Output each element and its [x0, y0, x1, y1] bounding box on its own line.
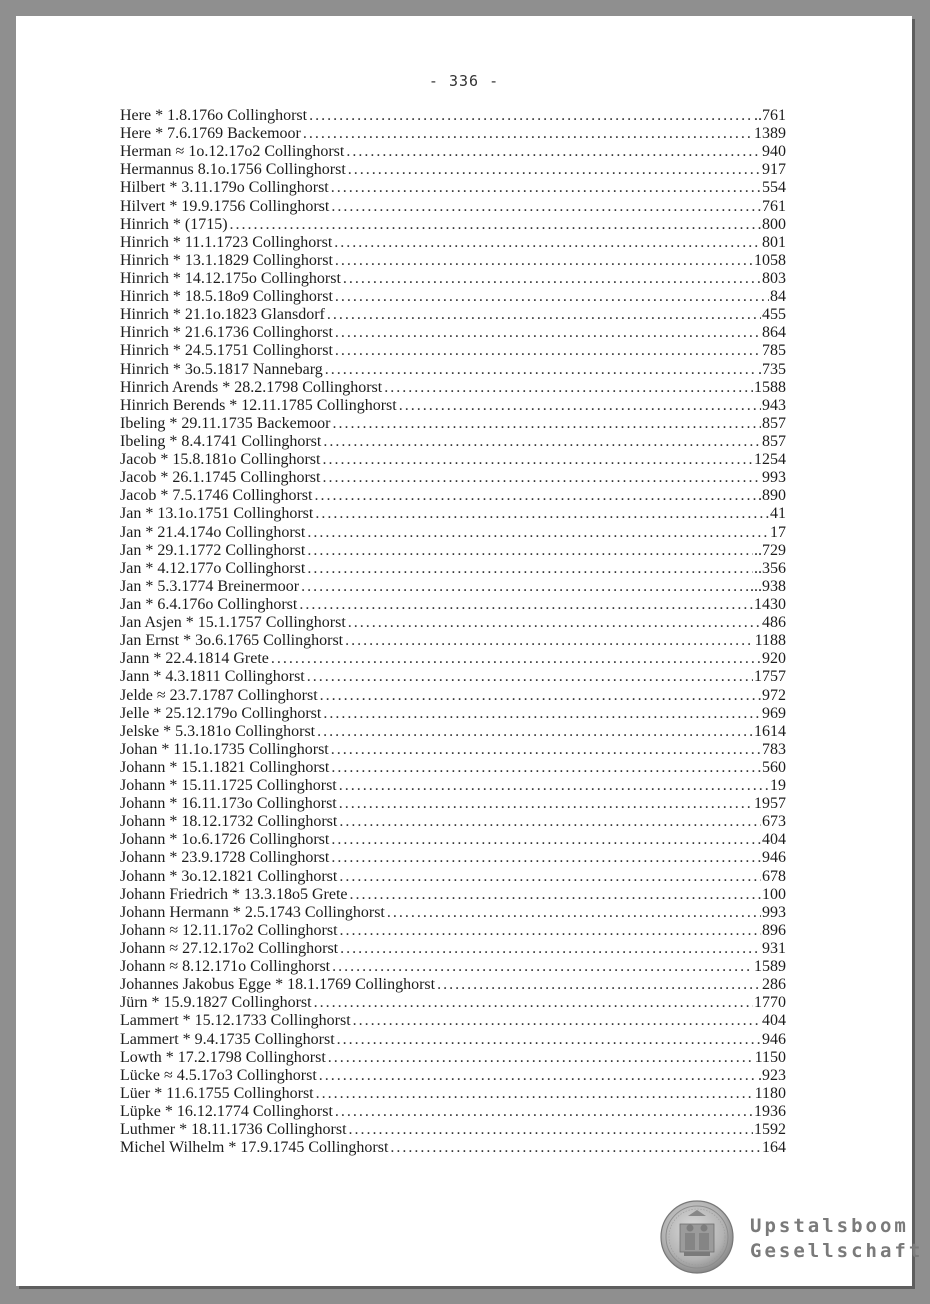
dot-leader [323, 705, 761, 723]
index-entry [120, 451, 786, 469]
index-entry [120, 958, 786, 976]
entry-page-number: 673 [762, 813, 786, 831]
index-entry [120, 469, 786, 487]
entry-name: Hinrich * 13.1.1829 Collinghorst [120, 251, 333, 269]
index-entry [120, 994, 786, 1012]
entry-page-number: 783 [762, 740, 786, 758]
entry-page-number: 1589 [754, 958, 786, 976]
index-entry [120, 849, 786, 867]
index-entry [120, 270, 786, 288]
entry-page-number: 1936 [754, 1103, 786, 1121]
index-entry [120, 596, 786, 614]
entry-name: Johannes Jakobus Egge * 18.1.1769 Collinghorst [120, 976, 436, 994]
index-entry [120, 342, 786, 360]
dot-leader [331, 849, 761, 867]
index-entry [120, 161, 786, 179]
dot-leader [309, 107, 753, 125]
index-entry [120, 777, 786, 795]
entry-page-number: 164 [762, 1139, 786, 1157]
dot-leader [325, 361, 757, 379]
index-entry [120, 433, 786, 451]
entry-page-number: ..356 [754, 559, 786, 577]
dot-leader [339, 813, 761, 831]
entry-name: Jan Asjen * 15.1.1757 Collinghorst [120, 614, 346, 632]
entry-name: Jelle * 25.12.179o Collinghorst [120, 704, 322, 722]
dot-leader [340, 940, 761, 958]
index-list [120, 107, 786, 1157]
society-name [750, 1214, 923, 1264]
dot-leader [307, 560, 753, 578]
entry-name: Johann ≈ 8.12.171o Collinghorst [120, 958, 331, 976]
entry-name: Lowth * 17.2.1798 Collinghorst [120, 1048, 326, 1066]
entry-name: Jan * 4.12.177o Collinghorst [120, 559, 306, 577]
entry-page-number: 857 [762, 414, 786, 432]
entry-page-number: 455 [762, 306, 786, 324]
entry-name: Jelde ≈ 23.7.1787 Collinghorst [120, 686, 318, 704]
entry-name: Luthmer * 18.11.1736 Collinghorst [120, 1121, 347, 1139]
entry-name: Johann * 23.9.1728 Collinghorst [120, 849, 330, 867]
document-page [16, 16, 924, 1286]
entry-name: Jan * 21.4.174o Collinghorst [120, 523, 306, 541]
entry-page-number: .735 [758, 360, 786, 378]
entry-name: Hilbert * 3.11.179o Collinghorst [120, 179, 329, 197]
entry-name: Lammert * 9.4.1735 Collinghorst [120, 1030, 335, 1048]
entry-page-number: 1058 [754, 251, 786, 269]
dot-leader [328, 1049, 754, 1067]
entry-page-number: 486 [762, 614, 786, 632]
index-entry [120, 234, 786, 252]
dot-leader [307, 542, 753, 560]
dot-leader [314, 994, 753, 1012]
dot-leader [315, 505, 769, 523]
entry-name: Jan * 29.1.1772 Collinghorst [120, 541, 306, 559]
index-entry [120, 632, 786, 650]
index-entry [120, 542, 786, 560]
entry-name: Hinrich * 21.6.1736 Collinghorst [120, 324, 333, 342]
entry-page-number: 286 [762, 976, 786, 994]
dot-leader [331, 179, 761, 197]
page-number: - 336 - [428, 72, 500, 90]
dot-leader [335, 288, 769, 306]
entry-name: Lüpke * 16.12.1774 Collinghorst [120, 1103, 333, 1121]
dot-leader [331, 198, 761, 216]
index-entry [120, 487, 786, 505]
index-entry [120, 650, 786, 668]
entry-page-number: 17 [770, 523, 786, 541]
entry-page-number: 1188 [754, 632, 786, 650]
entry-page-number: 857 [762, 432, 786, 450]
entry-name: Herman ≈ 1o.12.17o2 Collinghorst [120, 143, 345, 161]
entry-name: Jan * 5.3.1774 Breinermoor [120, 577, 300, 595]
entry-name: Johann * 15.11.1725 Collinghorst [120, 777, 337, 795]
index-entry [120, 687, 786, 705]
entry-page-number: ..729 [754, 541, 786, 559]
dot-leader [331, 741, 761, 759]
index-entry [120, 614, 786, 632]
entry-page-number: ..761 [754, 107, 786, 124]
dot-leader [332, 415, 761, 433]
dot-leader [335, 252, 753, 270]
entry-page-number: 993 [762, 903, 786, 921]
entry-name: Johan * 11.1o.1735 Collinghorst [120, 740, 329, 758]
dot-leader [335, 342, 761, 360]
dot-leader [299, 596, 753, 614]
dot-leader [348, 614, 761, 632]
entry-page-number: 41 [770, 505, 786, 523]
entry-page-number: 864 [762, 324, 786, 342]
dot-leader [339, 868, 761, 886]
society-name-line2: Gesellschaft [750, 1240, 924, 1262]
entry-page-number: 84 [770, 288, 786, 306]
entry-page-number: 554 [762, 179, 786, 197]
entry-name: Lüer * 11.6.1755 Collinghorst [120, 1084, 314, 1102]
entry-name: Here * 7.6.1769 Backemoor [120, 125, 301, 143]
index-entry [120, 976, 786, 994]
dot-leader [307, 668, 753, 686]
entry-page-number: 800 [762, 215, 786, 233]
entry-name: Jelske * 5.3.181o Collinghorst [120, 722, 316, 740]
index-entry [120, 1067, 786, 1085]
entry-name: Hinrich Berends * 12.11.1785 Collinghorst [120, 396, 397, 414]
index-entry [120, 361, 786, 379]
entry-name: Hilvert * 19.9.1756 Collinghorst [120, 197, 330, 215]
entry-page-number: 1592 [754, 1121, 786, 1139]
index-entry [120, 578, 786, 596]
index-entry [120, 1012, 786, 1030]
entry-name: Hinrich * 18.5.18o9 Collinghorst [120, 288, 333, 306]
index-entry [120, 560, 786, 578]
index-entry [120, 524, 786, 542]
dot-leader [335, 1103, 753, 1121]
entry-name: Johann * 15.1.1821 Collinghorst [120, 758, 330, 776]
index-entry [120, 868, 786, 886]
entry-page-number: 803 [762, 269, 786, 287]
dot-leader [301, 578, 749, 596]
index-entry [120, 397, 786, 415]
dot-leader [331, 831, 761, 849]
dot-leader [346, 143, 761, 161]
dot-leader [314, 487, 757, 505]
society-seal-icon [660, 1200, 734, 1274]
dot-leader [343, 270, 761, 288]
index-entry [120, 143, 786, 161]
entry-name: Hinrich * (1715) [120, 215, 228, 233]
entry-page-number: 1150 [754, 1048, 786, 1066]
index-entry [120, 107, 786, 125]
entry-name: Johann * 18.12.1732 Collinghorst [120, 813, 338, 831]
dot-leader [323, 433, 761, 451]
index-entry [120, 922, 786, 940]
index-entry [120, 1049, 786, 1067]
dot-leader [350, 886, 761, 904]
index-entry [120, 831, 786, 849]
dot-leader [271, 650, 761, 668]
dot-leader [316, 1085, 754, 1103]
society-name-line1: Upstalsboom [750, 1215, 909, 1237]
entry-page-number: 560 [762, 758, 786, 776]
index-entry [120, 668, 786, 686]
dot-leader [353, 1012, 761, 1030]
entry-page-number: 943 [762, 396, 786, 414]
entry-name: Johann ≈ 12.11.17o2 Collinghorst [120, 921, 338, 939]
dot-leader [303, 125, 753, 143]
entry-page-number: 972 [762, 686, 786, 704]
dot-leader [327, 306, 761, 324]
index-entry [120, 759, 786, 777]
index-entry [120, 1139, 786, 1157]
entry-name: Jürn * 15.9.1827 Collinghorst [120, 994, 312, 1012]
index-entry [120, 705, 786, 723]
index-entry [120, 252, 786, 270]
dot-leader [345, 632, 753, 650]
dot-leader [230, 216, 761, 234]
entry-page-number: 993 [762, 469, 786, 487]
dot-leader [390, 1139, 761, 1157]
index-entry [120, 288, 786, 306]
entry-name: Hinrich * 21.1o.1823 Glansdorf [120, 306, 325, 324]
dot-leader [317, 723, 753, 741]
index-entry [120, 1103, 786, 1121]
dot-leader [340, 922, 761, 940]
dot-leader [337, 1031, 761, 1049]
entry-page-number: 1430 [754, 595, 786, 613]
index-entry [120, 795, 786, 813]
entry-name: Johann ≈ 27.12.17o2 Collinghorst [120, 940, 339, 958]
entry-name: Ibeling * 8.4.1741 Collinghorst [120, 432, 322, 450]
entry-name: Jacob * 7.5.1746 Collinghorst [120, 487, 313, 505]
entry-page-number: 1180 [754, 1084, 786, 1102]
dot-leader [437, 976, 761, 994]
entry-name: Johann Hermann * 2.5.1743 Collinghorst [120, 903, 385, 921]
index-entry [120, 904, 786, 922]
entry-page-number: 678 [762, 867, 786, 885]
dot-leader [387, 904, 761, 922]
dot-leader [349, 1121, 753, 1139]
entry-page-number: 1588 [754, 378, 786, 396]
index-entry [120, 216, 786, 234]
dot-leader [322, 451, 753, 469]
entry-page-number: 1757 [754, 668, 786, 686]
entry-name: Hinrich * 3o.5.1817 Nannebarg [120, 360, 323, 378]
dot-leader [384, 379, 753, 397]
index-entry [120, 1085, 786, 1103]
entry-name: Michel Wilhelm * 17.9.1745 Collinghorst [120, 1139, 389, 1157]
dot-leader [320, 687, 761, 705]
index-entry [120, 1121, 786, 1139]
entry-name: Hinrich * 24.5.1751 Collinghorst [120, 342, 333, 360]
index-entry [120, 415, 786, 433]
entry-page-number: 969 [762, 704, 786, 722]
dot-leader [319, 1067, 757, 1085]
entry-name: Jan * 13.1o.1751 Collinghorst [120, 505, 314, 523]
entry-page-number: .923 [758, 1066, 786, 1084]
index-entry [120, 813, 786, 831]
entry-page-number: 931 [762, 940, 786, 958]
index-entry [120, 125, 786, 143]
entry-page-number: 917 [762, 161, 786, 179]
entry-name: Lücke ≈ 4.5.17o3 Collinghorst [120, 1066, 317, 1084]
entry-name: Hinrich * 11.1.1723 Collinghorst [120, 233, 333, 251]
index-entry [120, 505, 786, 523]
index-entry [120, 940, 786, 958]
entry-name: Jan * 6.4.176o Collinghorst [120, 595, 298, 613]
dot-leader [339, 795, 753, 813]
index-entry [120, 306, 786, 324]
entry-page-number: 1770 [754, 994, 786, 1012]
entry-page-number: ...938 [750, 577, 786, 595]
dot-leader [331, 759, 761, 777]
dot-leader [348, 161, 761, 179]
entry-name: Jacob * 15.8.181o Collinghorst [120, 451, 321, 469]
dot-leader [332, 958, 753, 976]
entry-name: Jacob * 26.1.1745 Collinghorst [120, 469, 321, 487]
entry-page-number: 946 [762, 1030, 786, 1048]
index-entry [120, 324, 786, 342]
entry-name: Hinrich * 14.12.175o Collinghorst [120, 269, 341, 287]
index-entry [120, 379, 786, 397]
entry-page-number: 920 [762, 650, 786, 668]
entry-page-number: 404 [762, 1012, 786, 1030]
index-entry [120, 1031, 786, 1049]
entry-name: Jan Ernst * 3o.6.1765 Collinghorst [120, 632, 344, 650]
entry-name: Hermannus 8.1o.1756 Collinghorst [120, 161, 346, 179]
entry-page-number: 761 [762, 197, 786, 215]
dot-leader [335, 324, 761, 342]
entry-name: Johann * 3o.12.1821 Collinghorst [120, 867, 338, 885]
dot-leader [334, 234, 761, 252]
entry-page-number: 785 [762, 342, 786, 360]
entry-page-number: 1614 [754, 722, 786, 740]
index-entry [120, 179, 786, 197]
entry-page-number: 100 [762, 885, 786, 903]
index-entry [120, 198, 786, 216]
entry-name: Johann Friedrich * 13.3.18o5 Grete [120, 885, 348, 903]
entry-name: Here * 1.8.176o Collinghorst [120, 107, 308, 124]
entry-name: Johann * 16.11.173o Collinghorst [120, 795, 337, 813]
entry-name: Ibeling * 29.11.1735 Backemoor [120, 414, 331, 432]
dot-leader [339, 777, 769, 795]
entry-name: Lammert * 15.12.1733 Collinghorst [120, 1012, 351, 1030]
entry-page-number: 1254 [754, 451, 786, 469]
index-entry [120, 886, 786, 904]
dot-leader [322, 469, 761, 487]
dot-leader [399, 397, 761, 415]
entry-name: Johann * 1o.6.1726 Collinghorst [120, 831, 330, 849]
entry-page-number: .890 [758, 487, 786, 505]
entry-page-number: 940 [762, 143, 786, 161]
entry-page-number: 1957 [754, 795, 786, 813]
index-entry [120, 723, 786, 741]
entry-page-number: 896 [762, 921, 786, 939]
entry-name: Hinrich Arends * 28.2.1798 Collinghorst [120, 378, 383, 396]
entry-page-number: 946 [762, 849, 786, 867]
entry-page-number: 1389 [754, 125, 786, 143]
entry-name: Jann * 22.4.1814 Grete [120, 650, 269, 668]
index-entry [120, 741, 786, 759]
entry-page-number: 19 [770, 777, 786, 795]
dot-leader [307, 524, 769, 542]
entry-page-number: 801 [762, 233, 786, 251]
entry-name: Jann * 4.3.1811 Collinghorst [120, 668, 305, 686]
entry-page-number: 404 [762, 831, 786, 849]
